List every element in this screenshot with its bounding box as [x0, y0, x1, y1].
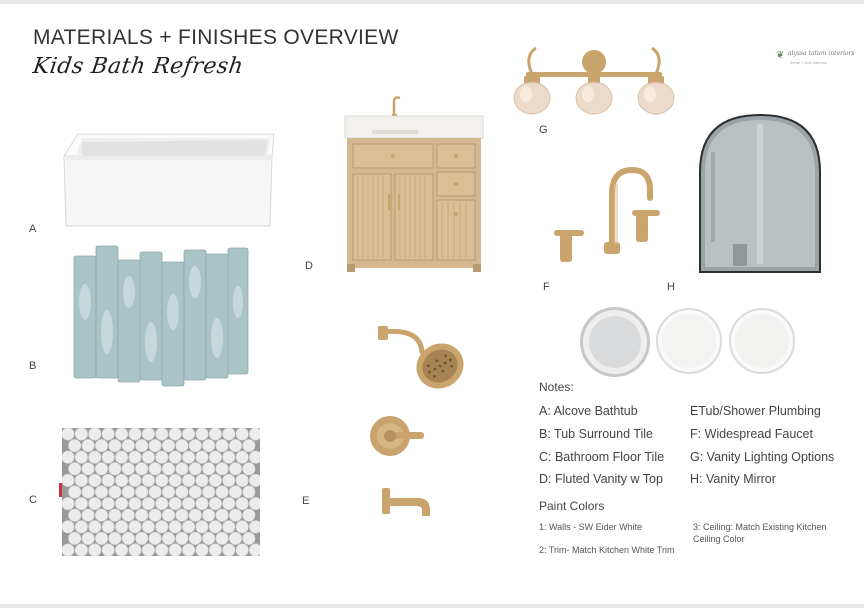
paint-colors-heading: Paint Colors: [539, 499, 605, 513]
penny-tile: [109, 486, 121, 498]
penny-tile: [162, 463, 174, 475]
paint-ceiling-line2: Ceiling Color: [693, 534, 745, 544]
penny-tile: [95, 439, 107, 451]
penny-tile: [89, 497, 101, 509]
penny-tile: [62, 451, 74, 463]
penny-tile: [169, 428, 181, 440]
penny-tile: [189, 532, 201, 544]
penny-tile: [102, 521, 114, 533]
note-g: G: Vanity Lighting Options: [690, 450, 835, 464]
penny-tile: [136, 486, 148, 498]
penny-tile: [162, 486, 174, 498]
penny-tile: [62, 544, 74, 556]
penny-tile: [216, 509, 228, 521]
shower-plumbing-image: [370, 322, 474, 540]
penny-tile: [203, 509, 215, 521]
penny-tile: [156, 497, 168, 509]
penny-tile: [182, 428, 194, 440]
penny-tile: [182, 544, 194, 556]
alcove-bathtub-image: [58, 126, 278, 230]
penny-tile: [62, 497, 74, 509]
penny-tile: [223, 428, 235, 440]
penny-tile: [182, 451, 194, 463]
penny-tile: [243, 486, 255, 498]
penny-tile: [129, 521, 141, 533]
paint-swatch-trim: [656, 308, 722, 374]
penny-tile: [236, 474, 248, 486]
penny-tile: [209, 428, 221, 440]
penny-tile: [62, 521, 74, 533]
red-marker: [59, 483, 62, 497]
penny-tile: [109, 463, 121, 475]
vanity-light-image: [510, 44, 678, 116]
penny-tile: [129, 474, 141, 486]
penny-tile: [249, 544, 260, 556]
penny-tile: [209, 474, 221, 486]
penny-tile: [189, 509, 201, 521]
penny-tile: [62, 428, 74, 440]
penny-tile: [176, 486, 188, 498]
penny-tile: [229, 509, 241, 521]
penny-tile: [156, 521, 168, 533]
penny-tile: [209, 544, 221, 556]
penny-tile: [95, 532, 107, 544]
penny-tile: [129, 544, 141, 556]
note-e: ETub/Shower Plumbing: [690, 404, 821, 418]
paint-swatch-walls: [580, 307, 650, 377]
penny-tile: [243, 509, 255, 521]
penny-tile-image: [62, 428, 260, 556]
paint-swatch-ceiling: [729, 308, 795, 374]
penny-tile: [149, 509, 161, 521]
penny-tile: [142, 451, 154, 463]
item-letter-e: E: [302, 495, 310, 507]
penny-tile: [162, 532, 174, 544]
item-letter-g: G: [539, 124, 548, 136]
penny-tile: [229, 532, 241, 544]
penny-tile: [129, 428, 141, 440]
penny-tile: [216, 532, 228, 544]
penny-tile: [149, 532, 161, 544]
board-subtitle: Kids Bath Refresh: [31, 54, 246, 79]
penny-tile: [95, 486, 107, 498]
note-c: C: Bathroom Floor Tile: [539, 450, 665, 464]
penny-tile: [189, 439, 201, 451]
penny-tile: [142, 428, 154, 440]
penny-tile: [89, 544, 101, 556]
penny-tile: [209, 451, 221, 463]
penny-tile: [69, 486, 81, 498]
penny-tile: [223, 474, 235, 486]
penny-tile: [149, 486, 161, 498]
penny-tile: [229, 439, 241, 451]
penny-tile: [182, 521, 194, 533]
penny-tile: [89, 521, 101, 533]
penny-tile: [223, 544, 235, 556]
penny-tile: [169, 544, 181, 556]
penny-tile: [75, 428, 87, 440]
penny-tile: [89, 451, 101, 463]
penny-tile: [122, 439, 134, 451]
penny-tile: [115, 497, 127, 509]
note-f: F: Widespread Faucet: [690, 427, 813, 441]
penny-tile: [223, 497, 235, 509]
penny-tile: [115, 474, 127, 486]
penny-tile: [136, 439, 148, 451]
penny-tile: [109, 509, 121, 521]
penny-tile: [249, 451, 260, 463]
note-d: D: Fluted Vanity w Top: [539, 472, 663, 486]
penny-tile: [216, 439, 228, 451]
penny-tile: [69, 509, 81, 521]
penny-tile: [196, 428, 208, 440]
penny-tile: [216, 486, 228, 498]
penny-tile: [189, 486, 201, 498]
penny-tile: [162, 509, 174, 521]
penny-tile: [169, 497, 181, 509]
penny-tile: [162, 439, 174, 451]
penny-tile: [75, 497, 87, 509]
penny-tile: [203, 439, 215, 451]
penny-tile: [249, 521, 260, 533]
item-letter-b: B: [29, 360, 37, 372]
penny-tile: [169, 451, 181, 463]
penny-tile: [209, 521, 221, 533]
penny-tile: [236, 544, 248, 556]
note-b: B: Tub Surround Tile: [539, 427, 653, 441]
penny-tile: [75, 544, 87, 556]
penny-tile: [109, 439, 121, 451]
penny-tile: [109, 532, 121, 544]
penny-tile: [216, 463, 228, 475]
penny-tile: [136, 463, 148, 475]
penny-tile: [129, 497, 141, 509]
penny-tile: [115, 544, 127, 556]
penny-tile: [169, 521, 181, 533]
penny-tile: [229, 486, 241, 498]
penny-tile: [122, 463, 134, 475]
penny-tile: [243, 463, 255, 475]
penny-tile: [136, 509, 148, 521]
penny-tile: [122, 532, 134, 544]
penny-tile: [176, 439, 188, 451]
penny-tile: [243, 532, 255, 544]
penny-tile: [82, 509, 94, 521]
penny-tile: [102, 497, 114, 509]
logo-subtext: home + kids interiors: [790, 60, 828, 65]
penny-tile: [176, 463, 188, 475]
penny-tile: [223, 451, 235, 463]
penny-tile: [136, 532, 148, 544]
penny-tile: [203, 486, 215, 498]
fluted-vanity-image: [342, 94, 486, 272]
penny-tile: [75, 521, 87, 533]
penny-tile: [236, 521, 248, 533]
penny-tile: [142, 474, 154, 486]
penny-tile: [75, 474, 87, 486]
paint-ceiling-line1: 3: Ceiling: Match Existing Kitchen: [693, 522, 827, 532]
penny-tile: [196, 544, 208, 556]
item-letter-d: D: [305, 260, 313, 272]
penny-tile: [156, 474, 168, 486]
penny-tile: [203, 532, 215, 544]
penny-tile: [156, 451, 168, 463]
penny-tile: [69, 439, 81, 451]
penny-tile: [236, 451, 248, 463]
penny-tile: [196, 451, 208, 463]
penny-tile: [115, 428, 127, 440]
penny-tile: [176, 509, 188, 521]
item-letter-c: C: [29, 494, 37, 506]
notes-heading: Notes:: [539, 380, 574, 394]
penny-tile: [156, 428, 168, 440]
penny-tile: [249, 428, 260, 440]
penny-tile: [196, 474, 208, 486]
penny-tile: [75, 451, 87, 463]
penny-tile: [142, 544, 154, 556]
penny-tile: [102, 474, 114, 486]
penny-tile: [95, 509, 107, 521]
penny-tile: [203, 463, 215, 475]
penny-tile: [196, 497, 208, 509]
penny-tile: [89, 428, 101, 440]
penny-tile: [102, 451, 114, 463]
penny-tile: [82, 532, 94, 544]
board-title: MATERIALS + FINISHES OVERVIEW: [33, 26, 399, 49]
item-letter-h: H: [667, 281, 675, 293]
item-letter-f: F: [543, 281, 550, 293]
penny-tile: [102, 544, 114, 556]
penny-tile: [69, 532, 81, 544]
paint-walls: 1: Walls - SW Eider White: [539, 522, 643, 532]
penny-tile: [149, 439, 161, 451]
designer-logo: [776, 48, 855, 72]
penny-tile: [115, 521, 127, 533]
penny-tile: [169, 474, 181, 486]
penny-tile: [249, 474, 260, 486]
penny-tile: [176, 532, 188, 544]
penny-tile: [69, 463, 81, 475]
penny-tile: [236, 497, 248, 509]
penny-tile: [142, 521, 154, 533]
widespread-faucet-image: [552, 164, 662, 266]
materials-board: [0, 4, 864, 604]
logo-text: alyssa tatum interiors: [788, 50, 855, 57]
penny-tile: [182, 497, 194, 509]
penny-tile: [243, 439, 255, 451]
penny-tile: [229, 463, 241, 475]
penny-tile: [223, 521, 235, 533]
penny-grid: [62, 428, 260, 556]
penny-tile: [236, 428, 248, 440]
penny-tile: [182, 474, 194, 486]
penny-tile: [122, 509, 134, 521]
paint-trim: 2: Trim- Match Kitchen White Trim: [539, 545, 675, 555]
penny-tile: [82, 486, 94, 498]
subway-tile-image: [72, 242, 250, 390]
penny-tile: [82, 463, 94, 475]
leaf-icon: ❦: [776, 50, 785, 61]
penny-tile: [189, 463, 201, 475]
penny-tile: [62, 474, 74, 486]
penny-tile: [122, 486, 134, 498]
penny-tile: [209, 497, 221, 509]
penny-tile: [102, 428, 114, 440]
penny-tile: [249, 497, 260, 509]
arched-mirror-image: [697, 112, 823, 276]
penny-tile: [196, 521, 208, 533]
penny-tile: [115, 451, 127, 463]
penny-tile: [129, 451, 141, 463]
penny-tile: [156, 544, 168, 556]
note-h: H: Vanity Mirror: [690, 472, 776, 486]
penny-tile: [142, 497, 154, 509]
penny-tile: [149, 463, 161, 475]
note-a: A: Alcove Bathtub: [539, 404, 638, 418]
penny-tile: [89, 474, 101, 486]
item-letter-a: A: [29, 223, 37, 235]
penny-tile: [95, 463, 107, 475]
penny-tile: [82, 439, 94, 451]
